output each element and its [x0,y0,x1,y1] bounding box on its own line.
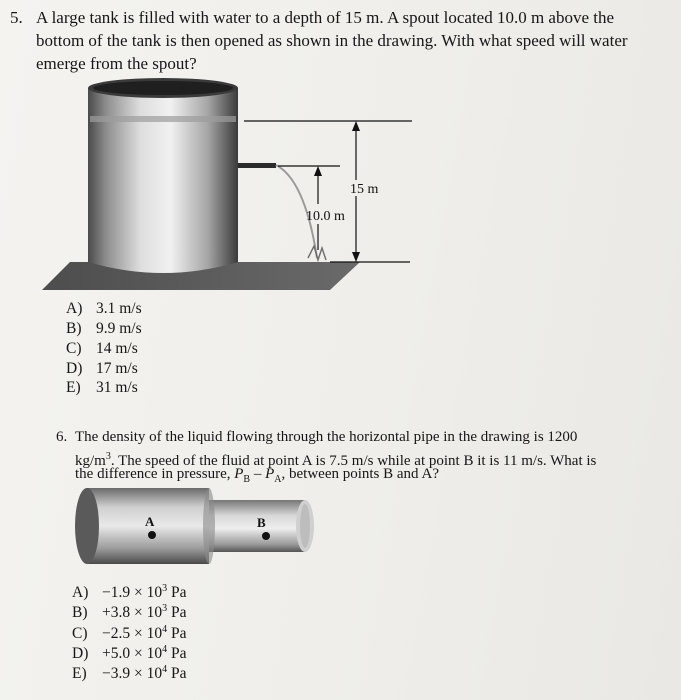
tank-body [88,88,238,273]
point-b-label: B [257,515,266,530]
water-surface [90,116,236,122]
q6-text-line-1: The density of the liquid flowing through the horizontal pipe in the drawing is 1200 [75,429,578,445]
q6-text-line-2: $kg/m^3$. The speed of the fluid at point A is 7.5 m/s while at point B it is 11 m/s. What is [75,451,597,469]
q5-text-line-3: emerge from the spout? [36,54,197,73]
q6-number: 6. [56,429,68,445]
q5-number: 5. [10,8,23,27]
q6-option-d[interactable]: $D) +5.0 \times 10^4$ Pa [72,644,187,663]
q5-text-line-2: bottom of the tank is then opened as shown in the drawing. With what speed will water [36,31,628,50]
q6-option-a[interactable]: $A) -1.9 \times 10^3$ Pa [72,583,187,602]
q5-option-e[interactable]: E) 31 m/s [66,379,138,396]
q5-option-a[interactable]: A) 3.1 m/s [66,300,142,317]
q5-tank-diagram [0,0,681,320]
q5-option-d[interactable]: D) 17 m/s [66,360,138,377]
q6-option-e[interactable]: $E) -3.9 \times 10^4$ Pa [72,664,187,683]
q6-text-line-3: the difference in pressure, $P_B - P_A$, between points B and A? [75,466,439,485]
q5-option-b[interactable]: B) 9.9 m/s [66,320,142,337]
label-15m: 15 m [350,182,379,197]
q6-option-c[interactable]: $C) -2.5 \times 10^4$ Pa [72,624,187,643]
q5-option-c[interactable]: C) 14 m/s [66,340,138,357]
point-a-dot [148,531,156,539]
point-a-label: A [145,514,155,529]
q5-text-line-1: A large tank is filled with water to a depth of 15 m. A spout located 10.0 m above the [36,8,615,27]
point-b-dot [262,532,270,540]
spout-pipe [238,163,276,168]
q6-option-b[interactable]: $B) +3.8 \times 10^3$ Pa [72,603,187,622]
label-10m: 10.0 m [306,209,345,224]
